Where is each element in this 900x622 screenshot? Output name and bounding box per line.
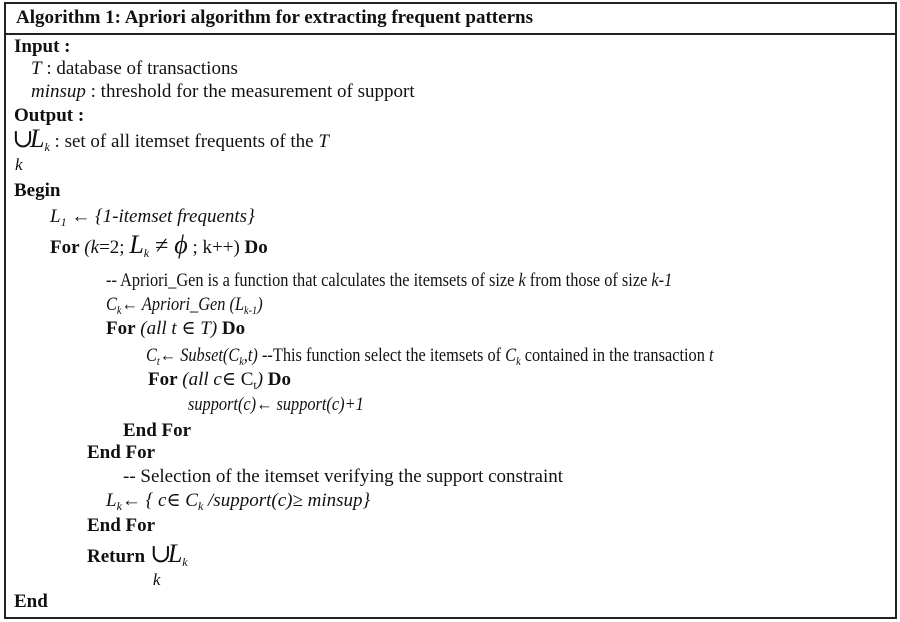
input-desc: : database of transactions (41, 58, 238, 79)
support-increment: support(c)← support(c)+1 (188, 394, 364, 415)
for-all-t: For (all t ∈ T) Do (106, 318, 246, 339)
algorithm-header (6, 4, 895, 35)
input-symbol: T (31, 58, 42, 79)
ck-assign: $C_k\leftarrow$ Apriori_Gen $(L_{k-1})$ (106, 294, 263, 317)
for-outer: For (k=2; $L_k \ne \phi$ ; k++) Do (50, 230, 268, 260)
output-label: Output : (14, 105, 85, 126)
input-T (31, 58, 238, 80)
ct-assign: $C_t\leftarrow$ $Subset(C_k,t)$ --This function select the itemsets of $C_k$ contained in the transaction t (146, 345, 714, 368)
begin-label: Begin (14, 180, 61, 201)
lk-assign: $L_k\leftarrow$ { c∈ $C_k$ /support(c)≥ minsup} (106, 490, 371, 513)
end-for-t: End For (87, 442, 156, 463)
comment-apriori-gen: -- Apriori_Gen is a function that calculates the itemsets of size k from those of size k-1 (106, 270, 673, 291)
end-for-inner: End For (123, 420, 192, 441)
end-for-outer: End For (87, 515, 156, 536)
return-statement: Return ∪ k $L_k$ (87, 539, 188, 589)
output-union: ∪ k $L_k$ : set of all itemset frequents of the T (12, 124, 329, 174)
end-label: End (14, 591, 48, 612)
union-symbol: ∪ k (149, 539, 172, 589)
input-desc: : threshold for the measurement of support (85, 81, 415, 102)
for-all-c: For (all c∈ $C_t$) Do (148, 369, 292, 392)
comment-selection: -- Selection of the itemset verifying the support constraint (123, 466, 564, 487)
l1-init: $L_1$ ← {1-itemset frequents} (50, 206, 255, 229)
algorithm-title: Algorithm 1: Apriori algorithm for extracting frequent patterns (16, 7, 533, 28)
union-symbol: ∪ k (12, 124, 34, 174)
input-minsup (31, 81, 415, 103)
input-symbol: minsup (31, 81, 86, 102)
input-label: Input : (14, 36, 71, 57)
